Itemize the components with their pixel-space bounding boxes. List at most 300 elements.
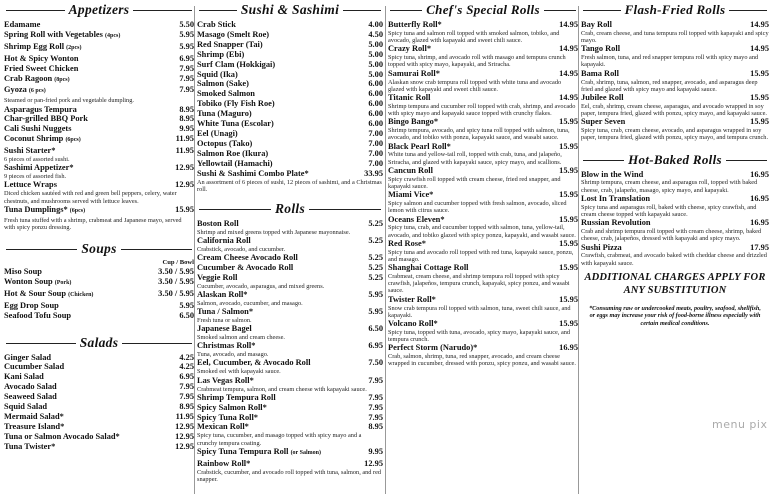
item-name: Spicy Tuna Tempura Roll (or Salmon): [197, 446, 321, 456]
item-name: Sushi Pizza: [581, 242, 622, 252]
item-price: 5.25: [368, 263, 383, 273]
item-price: 15.95: [559, 214, 578, 224]
item-name: Treasure Island*: [4, 421, 65, 431]
item-description: Cucumber, avocado, asparagus, and mixed greens.: [197, 282, 325, 290]
item-price: 33.95: [364, 168, 383, 178]
item-description: Smoked eel with kapayaki sauce.: [197, 368, 281, 376]
salads-heading: Salads: [4, 333, 194, 353]
item-price: 15.95: [750, 68, 769, 78]
item-name: Eel, Cucumber, & Avocado Roll: [197, 358, 311, 368]
item-name: Bingo Bango*: [388, 117, 439, 127]
item-name: Masago (Smelt Roe): [197, 29, 270, 39]
item-description: White tuna and yellow-tail roll, topped with crab, tuna, and jalapeño, Sriracha, and glazed with kapayaki sauce, spicy mayo, and scallions.: [388, 151, 562, 166]
item-description: Tuna, avocado, and masago.: [197, 351, 269, 359]
item-price: 15.95: [559, 117, 578, 127]
item-price: 7.95: [368, 402, 383, 412]
menu-item: [4, 64, 194, 74]
item-name: Eel (Unagi): [197, 128, 238, 138]
item-name: Twister Roll*: [388, 294, 436, 304]
item-description: Crawfish, crabmeat, and avocado baked with cheddar cheese and drizzled with kapayaki sauce.: [581, 252, 767, 267]
item-name: Crazy Roll*: [388, 44, 432, 54]
item-price: 4.25: [179, 362, 194, 372]
item-name: Salmon Roe (Ikura): [197, 148, 269, 158]
item-price: 15.95: [559, 165, 578, 175]
item-price: 7.95: [179, 85, 194, 95]
menu-item: [4, 392, 194, 402]
item-price: 6.95: [179, 53, 194, 63]
column-3: [388, 0, 578, 368]
menu-item: [197, 30, 383, 40]
watermark-logo: menu pix: [712, 418, 768, 431]
item-name: Sashimi Appetizer*: [4, 163, 74, 173]
item-description: Snow crab tempura roll topped with salmon, tuna, sweet chili sauce, and kapayaki.: [388, 304, 571, 319]
item-name: Sushi & Sashimi Combo Plate*: [197, 168, 309, 178]
item-price: 8.95: [179, 104, 194, 114]
menu-item: [581, 194, 769, 218]
item-price: 15.95: [559, 190, 578, 200]
item-name: Veggie Roll: [197, 272, 238, 282]
item-price: 14.95: [559, 68, 578, 78]
menu-item: [197, 459, 383, 483]
item-name: Mermaid Salad*: [4, 411, 64, 421]
item-price: 5.00: [368, 69, 383, 79]
item-price: 6.00: [368, 79, 383, 89]
item-note: (6 pcs): [28, 88, 46, 95]
menu-item: [197, 20, 383, 30]
item-name: Asparagus Tempura: [4, 104, 77, 114]
item-price: 8.95: [179, 114, 194, 124]
menu-item: [197, 341, 383, 358]
item-description: Spicy tuna, crab, and cucumber topped with salmon, tuna, yellow-tail, avocado, and tobiko glazed with spicy ponzu, kapayaki, and wasabi sauce.: [388, 224, 576, 239]
item-name: Hot & Sour Soup (Chicken): [4, 288, 94, 298]
item-description: Crabstick, cucumber, and avocado roll topped with tuna, salmon, and red snapper.: [197, 468, 382, 483]
menu-item: [197, 219, 383, 236]
baked-list: [581, 170, 769, 267]
item-price: 14.95: [559, 44, 578, 54]
item-name: Edamame: [4, 20, 41, 29]
item-name: Char-grilled BBQ Pork: [4, 114, 88, 124]
item-price: 11.95: [175, 146, 194, 156]
item-description: Crabmeat tempura, salmon, and cream cheese with kapayaki sauce.: [197, 385, 367, 393]
menu-item: [197, 40, 383, 50]
salads-list: [4, 353, 194, 452]
item-name: Tobiko (Fly Fish Roe): [197, 99, 275, 109]
item-name: Volcano Roll*: [388, 318, 438, 328]
menu-item: [4, 267, 194, 277]
item-note: (or Salmon): [290, 449, 321, 456]
item-price: 6.00: [368, 99, 383, 109]
menu-item: [197, 60, 383, 70]
item-name: Perfect Storm (Narudo)*: [388, 343, 478, 353]
chefs-heading: Chef's Special Rolls: [388, 0, 578, 20]
menu-item: [388, 239, 578, 263]
item-name: Samurai Roll*: [388, 68, 440, 78]
item-description: Fresh tuna or salmon.: [197, 317, 252, 325]
item-price: 17.95: [750, 242, 769, 252]
menu-item: [4, 372, 194, 382]
item-name: Squid Salad: [4, 402, 48, 412]
menu-item: [197, 413, 383, 423]
item-price: 16.95: [559, 343, 578, 353]
item-description: 6 pieces of assorted sushi.: [4, 156, 70, 164]
menu-item: [4, 105, 194, 115]
item-name: Seafood Tofu Soup: [4, 310, 72, 320]
item-price: 14.95: [559, 20, 578, 29]
menu-item: [197, 403, 383, 413]
item-description: Fresh tuna stuffed with a shrimp, crabmeat and Japanese mayo, served with spicy ponzu dressing.: [4, 216, 182, 231]
flash-heading: Flash-Fried Rolls: [581, 0, 769, 20]
rolls-heading: Rolls: [197, 199, 383, 219]
item-price: 6.95: [179, 372, 194, 382]
menu-item: [4, 134, 194, 146]
appetizers-list: [4, 20, 194, 231]
menu-item: [197, 89, 383, 99]
menu-item: [4, 362, 194, 372]
item-description: Shrimp tempura and cucumber roll topped with crab, shrimp, and avocado with spicy mayo and kapayaki sauce topped with crunchy flakes.: [388, 102, 576, 118]
item-name: Lost In Translation: [581, 193, 651, 203]
additional-charges-note: ADDITIONAL CHARGES APPLY FOR ANY SUBSTITUTION: [584, 271, 766, 296]
menu-item: [581, 69, 769, 93]
menu-item: [4, 20, 194, 30]
item-price: 15.95: [559, 263, 578, 273]
menu-item: [4, 42, 194, 54]
menu-item: [4, 74, 194, 86]
item-name: Cancun Roll: [388, 165, 433, 175]
item-name: Blow in the Wind: [581, 169, 644, 179]
menu-item: [4, 382, 194, 392]
item-price: 5.25: [368, 272, 383, 282]
item-name: Bay Roll: [581, 20, 612, 29]
item-price: 7.95: [179, 63, 194, 73]
menu-item: [4, 180, 194, 204]
menu-item: [197, 253, 383, 263]
menu-item: [197, 307, 383, 324]
item-price: 11.95: [175, 411, 194, 421]
item-note: (Pork): [54, 279, 72, 286]
item-price: 5.95: [179, 300, 194, 310]
menu-item: [197, 263, 383, 273]
item-name: Tuna Twister*: [4, 441, 56, 451]
menu-item: [581, 20, 769, 44]
item-name: Yellowtail (Hamachi): [197, 158, 273, 168]
item-name: White Tuna (Escolar): [197, 119, 274, 129]
item-price: 12.95: [175, 163, 194, 173]
item-description: Spicy tuna, crab, cream cheese, avocado, and asparagus wrapped in soy paper, tempura fried, glazed with ponzu, spicy mayo, and tempura crunch.: [581, 127, 769, 142]
item-description: Spicy tuna and asparagus roll, baked with cheese, spicy crawfish, and cream cheese topped with kapayaki sauce.: [581, 203, 757, 218]
item-name: Shrimp (Ebi): [197, 49, 245, 59]
item-price: 12.95: [175, 431, 194, 441]
item-price: 6.00: [368, 89, 383, 99]
item-price: 3.50 / 5.95: [158, 276, 194, 286]
soups-list: [4, 267, 194, 321]
menu-item: [197, 79, 383, 89]
menu-item: [197, 273, 383, 290]
menu-item: [197, 393, 383, 403]
item-name: Sushi Starter*: [4, 146, 56, 156]
item-name: Cucumber & Avocado Roll: [197, 263, 294, 273]
item-price: 15.95: [750, 92, 769, 102]
item-description: Spicy tuna and salmon roll topped with smoked salmon, tobiko, and avocado, glazed with kapayaki and sweet chili sauce.: [388, 29, 560, 45]
menu-item: [581, 93, 769, 117]
menu-item: [197, 324, 383, 341]
item-name: Black Pearl Roll*: [388, 141, 451, 151]
item-name: Egg Drop Soup: [4, 300, 59, 310]
menu-item: [4, 54, 194, 64]
item-price: 16.95: [750, 218, 769, 228]
item-name: Mexican Roll*: [197, 422, 249, 432]
item-name: Smoked Salmon: [197, 89, 255, 99]
item-description: Crab and shrimp tempura roll topped with cream cheese, shrimp, baked cheese, crab, jalapeños, dressed with kapayaki and spicy mayo.: [581, 228, 762, 243]
item-price: 6.00: [368, 109, 383, 119]
item-price: 5.00: [368, 39, 383, 49]
item-name: Kani Salad: [4, 372, 44, 382]
item-price: 5.95: [368, 307, 383, 317]
menu-item: [388, 190, 578, 214]
item-description: Spicy salmon and cucumber topped with fresh salmon, avocado, sliced lemon with citrus sauce.: [388, 200, 567, 215]
item-price: 7.95: [368, 392, 383, 402]
item-description: Spicy crawfish roll topped with cream cheese, fried red snapper, and kapayaki sauce.: [388, 175, 561, 190]
rolls-list: [197, 219, 383, 483]
item-name: Avocado Salad: [4, 382, 57, 392]
flash-list: [581, 20, 769, 142]
menu-item: [388, 319, 578, 343]
item-note: (8pcs): [54, 76, 70, 83]
menu-item: [197, 99, 383, 109]
menu-item: [197, 70, 383, 80]
appetizers-heading: Appetizers: [4, 0, 194, 20]
column-4: [581, 0, 769, 328]
sushi-heading: Sushi & Sashimi: [197, 0, 383, 20]
item-name: Shanghai Cottage Roll: [388, 263, 469, 273]
item-name: Tuna (Maguro): [197, 109, 252, 119]
item-price: 15.95: [559, 141, 578, 151]
item-price: 7.00: [368, 158, 383, 168]
item-price: 7.95: [179, 73, 194, 83]
menu-item: [197, 139, 383, 149]
item-price: 3.50 / 5.95: [158, 288, 194, 298]
item-name: Oceans Eleven*: [388, 214, 445, 224]
item-description: Fresh salmon, tuna, and red snapper tempura roll with spicy mayo and kapayaki.: [581, 54, 759, 69]
item-price: 5.00: [368, 49, 383, 59]
item-name: Salmon (Sake): [197, 79, 249, 89]
item-price: 3.50 / 5.95: [158, 267, 194, 277]
menu-item: [197, 358, 383, 375]
menu-item: [388, 343, 578, 367]
item-name: Cucumber Salad: [4, 362, 65, 372]
item-description: Shrimp tempura, avocado, and spicy tuna roll topped with salmon, tuna, avocado, and tobiko with ponzu, kapayaki sauce, and wasabi sauce.: [388, 127, 570, 142]
item-name: Spicy Tuna Roll*: [197, 412, 258, 422]
menu-item: [4, 402, 194, 412]
item-price: 7.95: [179, 382, 194, 392]
item-name: Rainbow Roll*: [197, 458, 251, 468]
item-note: (4pcs): [104, 32, 121, 39]
menu-item: [581, 170, 769, 194]
item-price: 11.95: [175, 134, 194, 144]
menu-item: [197, 376, 383, 393]
item-price: 9.95: [368, 446, 383, 456]
menu-item: [388, 69, 578, 93]
menu-item: [581, 44, 769, 68]
item-name: Red Snapper (Tai): [197, 39, 263, 49]
menu-item: [197, 50, 383, 60]
item-name: Shrimp Egg Roll (2pcs): [4, 41, 82, 51]
menu-item: [388, 166, 578, 190]
item-name: Cream Cheese Avocado Roll: [197, 253, 298, 263]
item-description: Crabmeat, cream cheese, and shrimp tempura roll topped with spicy crawfish, jalapeños, tempura crunch, kapayaki, spicy ponzu, and wasabi sauce.: [388, 273, 570, 295]
item-price: 14.95: [750, 44, 769, 54]
menu-item: [197, 236, 383, 253]
menu-item: [388, 215, 578, 239]
item-price: 15.95: [559, 318, 578, 328]
item-description: Steamed or pan-fried pork and vegetable dumpling.: [4, 97, 134, 105]
item-note: (2pcs): [66, 44, 82, 51]
item-price: 5.25: [368, 236, 383, 246]
item-price: 5.95: [179, 41, 194, 51]
item-price: 5.50: [179, 20, 194, 29]
item-name: California Roll: [197, 236, 251, 246]
menu-item: [388, 20, 578, 44]
item-price: 6.95: [368, 341, 383, 351]
item-description: Smoked salmon and cream cheese.: [197, 334, 285, 342]
item-description: 9 pieces of assorted fish.: [4, 173, 67, 181]
item-price: 6.50: [179, 310, 194, 320]
menu-item: [4, 85, 194, 104]
menu-item: [197, 422, 383, 446]
item-price: 8.95: [179, 402, 194, 412]
item-price: 15.95: [175, 204, 194, 214]
item-name: Octopus (Tako): [197, 138, 253, 148]
item-description: Spicy tuna, shrimp, and avocado roll with masago and tempura crunch topped with spicy mayo, kapayaki, and Sriracha.: [388, 54, 566, 69]
menu-item: [197, 447, 383, 459]
item-note: (6pcs): [65, 137, 81, 144]
menu-item: [4, 124, 194, 134]
item-price: 8.95: [368, 422, 383, 432]
column-1: [4, 0, 194, 452]
item-description: An assortment of 6 pieces of sushi, 12 pieces of sashimi, and a Christmas roll.: [197, 178, 382, 193]
item-price: 4.00: [368, 20, 383, 29]
menu-item: [4, 422, 194, 432]
menu-item: [4, 277, 194, 289]
item-name: Hot & Spicy Wonton: [4, 53, 79, 63]
item-price: 6.50: [368, 324, 383, 334]
item-name: Tuna Dumplings* (6pcs): [4, 204, 86, 214]
menu-item: [4, 30, 194, 42]
menu-item: [197, 119, 383, 129]
item-description: Diced chicken sautéed with red and green bell peppers, celery, water chestnuts, and mushrooms served with lettuce leaves.: [4, 190, 177, 205]
item-name: Coconut Shrimp (6pcs): [4, 134, 81, 144]
item-name: Las Vegas Roll*: [197, 375, 254, 385]
menu-item: [197, 109, 383, 119]
soup-size-header: Cup / Bowl: [162, 259, 194, 267]
item-name: Shrimp Tempura Roll: [197, 392, 276, 402]
item-price: 6.00: [368, 119, 383, 129]
item-description: Crabstick, avocado, and cucumber.: [197, 245, 286, 253]
item-name: Crab Ragoon (8pcs): [4, 73, 70, 83]
menu-item: [4, 289, 194, 301]
item-description: Eel, crab, shrimp, cream cheese, asparagus, and avocado wrapped in soy paper, tempura fried, glazed with ponzu, spicy mayo, and kapayaki sauce.: [581, 102, 767, 118]
item-name: Japanese Bagel: [197, 324, 252, 334]
menu-item: [4, 412, 194, 422]
item-price: 4.25: [179, 352, 194, 362]
item-name: Miami Vice*: [388, 190, 434, 200]
menu-item: [197, 169, 383, 193]
menu-item: [388, 117, 578, 141]
item-name: Bama Roll: [581, 68, 619, 78]
item-description: Shrimp and mixed greens topped with Japanese mayonnaise.: [197, 228, 351, 236]
item-name: Squid (Ika): [197, 69, 238, 79]
menu-item: [388, 44, 578, 68]
item-price: 12.95: [364, 458, 383, 468]
item-description: Alaskan snow crab tempura roll topped with white tuna and avocado glazed with kapayaki and sweet chili sauce.: [388, 78, 562, 93]
menu-item: [388, 93, 578, 117]
item-name: Butterfly Roll*: [388, 20, 442, 29]
item-description: Shrimp tempura, cream cheese, and asparagus roll, topped with baked cheese, crab, jalapeño, masago, spicy mayo, and kapayaki.: [581, 179, 758, 194]
item-description: Crab, cream cheese, and tuna tempura roll topped with kapayaki and spicy mayo.: [581, 29, 769, 45]
item-note: (6pcs): [69, 207, 86, 214]
item-price: 12.95: [175, 441, 194, 451]
menu-item: [581, 218, 769, 242]
item-name: Spring Roll with Vegetables (4pcs): [4, 29, 121, 39]
menu-item: [388, 295, 578, 319]
item-description: Crab, shrimp, tuna, salmon, red snapper, avocado, and asparagus deep fried and glazed with spicy mayo and kapayaki sauce.: [581, 78, 758, 93]
item-description: Crab, salmon, shrimp, tuna, red snapper, avocado, and cream cheese wrapped in cucumber, dressed with ponzu, spicy ponzu, and wasabi sauce.: [388, 353, 576, 368]
soups-heading: Soups: [4, 239, 194, 259]
item-price: 5.25: [368, 253, 383, 263]
item-price: 4.50: [368, 29, 383, 39]
item-name: Lettuce Wraps: [4, 180, 57, 190]
menu-item: [4, 301, 194, 311]
menu-item: [197, 290, 383, 307]
item-price: 12.95: [175, 421, 194, 431]
menu-item: [4, 353, 194, 363]
item-name: Tuna or Salmon Avocado Salad*: [4, 431, 120, 441]
menu-item: [388, 142, 578, 166]
item-name: Ginger Salad: [4, 352, 52, 362]
sushi-list: [197, 20, 383, 193]
item-price: 7.95: [368, 375, 383, 385]
item-price: 5.25: [368, 218, 383, 228]
item-price: 16.95: [750, 169, 769, 179]
item-name: Russian Revolution: [581, 218, 651, 228]
menu-item: [197, 149, 383, 159]
item-price: 14.95: [559, 92, 578, 102]
menu-item: [4, 442, 194, 452]
item-price: 7.00: [368, 128, 383, 138]
item-name: Cali Sushi Nuggets: [4, 124, 72, 134]
item-price: 7.00: [368, 148, 383, 158]
item-name: Tuna / Salmon*: [197, 307, 254, 317]
chefs-list: [388, 20, 578, 368]
item-price: 7.50: [368, 358, 383, 368]
menu-item: [4, 311, 194, 321]
item-price: 15.95: [559, 238, 578, 248]
menu-item: [388, 263, 578, 295]
item-name: Surf Clam (Hokkigai): [197, 59, 276, 69]
item-price: 15.95: [750, 117, 769, 127]
item-price: 14.95: [750, 20, 769, 29]
item-price: 5.95: [368, 290, 383, 300]
item-name: Seaweed Salad: [4, 392, 57, 402]
menu-item: [581, 117, 769, 141]
item-name: Titanic Roll: [388, 92, 431, 102]
item-name: Jubilee Roll: [581, 92, 624, 102]
menu-item: [4, 114, 194, 124]
item-name: Spicy Salmon Roll*: [197, 402, 267, 412]
item-name: Wonton Soup (Pork): [4, 276, 72, 286]
menu-item: [4, 432, 194, 442]
menu-item: [4, 205, 194, 231]
menu-item: [4, 146, 194, 163]
